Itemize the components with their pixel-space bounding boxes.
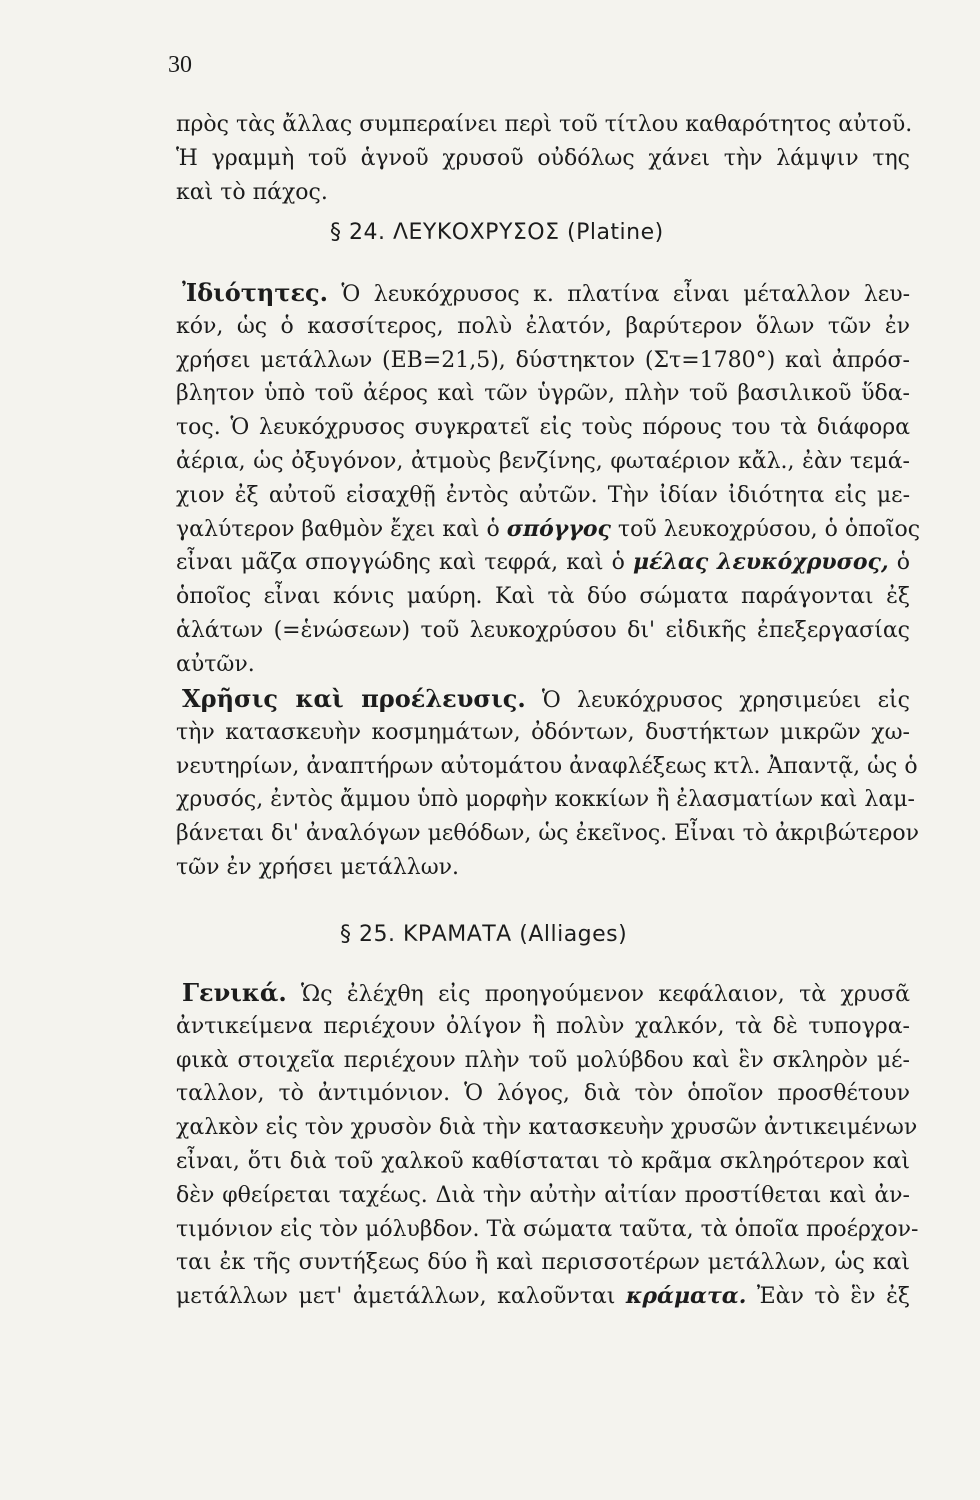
text-line: τος. Ὁ λευκόχρυσος συγκρατεῖ εἰς τοὺς πόρους του τὰ διάφορα bbox=[176, 415, 910, 441]
text-line: χαλκὸν εἰς τὸν χρυσὸν διὰ τὴν κατασκευὴν χρυσῶν ἀντικειμένων bbox=[176, 1115, 918, 1141]
properties-line-rest: Ὁ λευκόχρυσος κ. πλατίνα εἶναι μέταλλον λευ- bbox=[328, 282, 910, 307]
text-line: πρὸς τὰς ἄλλας συμπεραίνει περὶ τοῦ τίτλου καθαρότητος αὐτοῦ. bbox=[176, 112, 913, 137]
text-line: χρήσει μετάλλων (ΕΒ=21,5), δύστηκτον (Στ=1780°) καὶ ἀπρόσ- bbox=[176, 347, 910, 373]
text-fragment: γαλύτερον βαθμὸν ἔχει καὶ ὁ bbox=[176, 516, 507, 542]
properties-lead: Ἰδιότητες. bbox=[182, 278, 329, 307]
text-line: αὐτῶν. bbox=[176, 651, 255, 677]
text-line: τῶν ἐν χρήσει μετάλλων. bbox=[176, 854, 460, 880]
general-line-rest: Ὡς ἐλέχθη εἰς προηγούμενον κεφάλαιον, τὰ χρυσᾶ bbox=[286, 982, 910, 1007]
text-fragment: Ἐὰν τὸ ἓν ἐξ bbox=[746, 1284, 910, 1310]
text-line: εἶναι, ὅτι διὰ τοῦ χαλκοῦ καθίσταται τὸ κρᾶμα σκληρότερον καὶ bbox=[176, 1148, 910, 1174]
text-line bbox=[176, 1280, 910, 1314]
uses-paragraph bbox=[176, 682, 920, 885]
section-25-heading: § 25. ΚΡΑΜΑΤΑ (Alliages) bbox=[340, 922, 628, 947]
section-24-heading: § 24. ΛΕΥΚΟΧΡΥΣΟΣ (Platine) bbox=[330, 220, 664, 245]
general-lead: Γενικά. bbox=[182, 978, 287, 1007]
text-line: φικὰ στοιχεῖα περιέχουν πλὴν τοῦ μολύβδου καὶ ἓν σκληρὸν μέ- bbox=[176, 1047, 910, 1073]
intro-paragraph bbox=[176, 108, 913, 209]
text-line: ταλλον, τὸ ἀντιμόνιον. Ὁ λόγος, διὰ τὸν ὁποῖον προσθέτουν bbox=[176, 1081, 910, 1107]
text-line: ὁποῖος εἶναι κόνις μαύρη. Καὶ τὰ δύο σώματα παράγονται ἐξ bbox=[176, 584, 910, 610]
uses-lead: Χρῆσις καὶ προέλευσις. bbox=[182, 684, 526, 713]
text-line: κόν, ὡς ὁ κασσίτερος, πολὺ ἐλατόν, βαρύτερον ὅλων τῶν ἐν bbox=[176, 313, 910, 339]
text-line: βάνεται δι' ἀναλόγων μεθόδων, ὡς ἐκεῖνος. Εἶναι τὸ ἀκριβώτερον bbox=[176, 821, 920, 847]
text-line: ἀέρια, ὡς ὀξυγόνον, ἀτμοὺς βενζίνης, φωταέριον κἄλ., ἐὰν τεμά- bbox=[176, 448, 910, 474]
text-line: τὴν κατασκευὴν κοσμημάτων, ὀδόντων, δυστήκτων μικρῶν χω- bbox=[176, 719, 910, 745]
text-fragment: ὁ bbox=[888, 550, 911, 576]
text-fragment: τοῦ λευκοχρύσου, ὁ ὁποῖος bbox=[610, 516, 921, 542]
text-line bbox=[176, 276, 910, 310]
uses-line-rest: Ὁ λευκόχρυσος χρησιμεύει εἰς bbox=[525, 688, 910, 713]
text-line: ται ἐκ τῆς συντήξεως δύο ἢ καὶ περισσοτέρων μετάλλων, ὡς καὶ bbox=[176, 1250, 910, 1276]
text-fragment: μετάλλων μετ' ἀμετάλλων, καλοῦνται bbox=[176, 1284, 626, 1310]
text-line: νευτηρίων, ἀναπτήρων αὐτομάτου ἀναφλέξεως κτλ. Ἀπαντᾷ, ὡς ὁ bbox=[176, 753, 918, 779]
text-line: δὲν φθείρεται ταχέως. Διὰ τὴν αὐτὴν αἰτίαν προστίθεται καὶ ἀν- bbox=[176, 1182, 910, 1208]
text-fragment: εἶναι μᾶζα σπογγώδης καὶ τεφρά, καὶ ὁ bbox=[176, 550, 634, 576]
term-alloys: κράματα. bbox=[625, 1283, 747, 1310]
text-line bbox=[176, 682, 910, 716]
text-line: βλητον ὑπὸ τοῦ ἀέρος καὶ τῶν ὑγρῶν, πλὴν τοῦ βασιλικοῦ ὕδα- bbox=[176, 381, 910, 407]
text-line: καὶ τὸ πάχος. bbox=[176, 179, 328, 205]
text-line bbox=[176, 546, 910, 580]
text-line: χιον ἐξ αὐτοῦ εἰσαχθῇ ἐντὸς αὐτῶν. Τὴν ἰδίαν ἰδιότητα εἰς με- bbox=[176, 482, 910, 508]
text-line bbox=[176, 513, 921, 547]
page-number: 30 bbox=[168, 52, 192, 78]
term-black-platinum: μέλας λευκόχρυσος, bbox=[633, 549, 889, 576]
properties-paragraph bbox=[176, 276, 921, 682]
text-line: Ἡ γραμμὴ τοῦ ἁγνοῦ χρυσοῦ οὐδόλως χάνει τὴν λάμψιν της bbox=[176, 145, 910, 171]
text-line: τιμόνιον εἰς τὸν μόλυβδον. Τὰ σώματα ταῦτα, τὰ ὁποῖα προέρχον- bbox=[176, 1216, 919, 1242]
text-line bbox=[176, 976, 910, 1010]
text-line: ἁλάτων (=ἑνώσεων) τοῦ λευκοχρύσου δι' εἰδικῆς ἐπεξεργασίας bbox=[176, 617, 910, 643]
general-paragraph bbox=[176, 976, 919, 1314]
term-sponge: σπόγγος bbox=[506, 515, 611, 542]
text-line: ἀντικείμενα περιέχουν ὀλίγον ἢ πολὺν χαλκόν, τὰ δὲ τυπογρα- bbox=[176, 1013, 910, 1039]
text-line: χρυσός, ἐντὸς ἄμμου ὑπὸ μορφὴν κοκκίων ἢ ἐλασματίων καὶ λαμ- bbox=[176, 787, 915, 813]
